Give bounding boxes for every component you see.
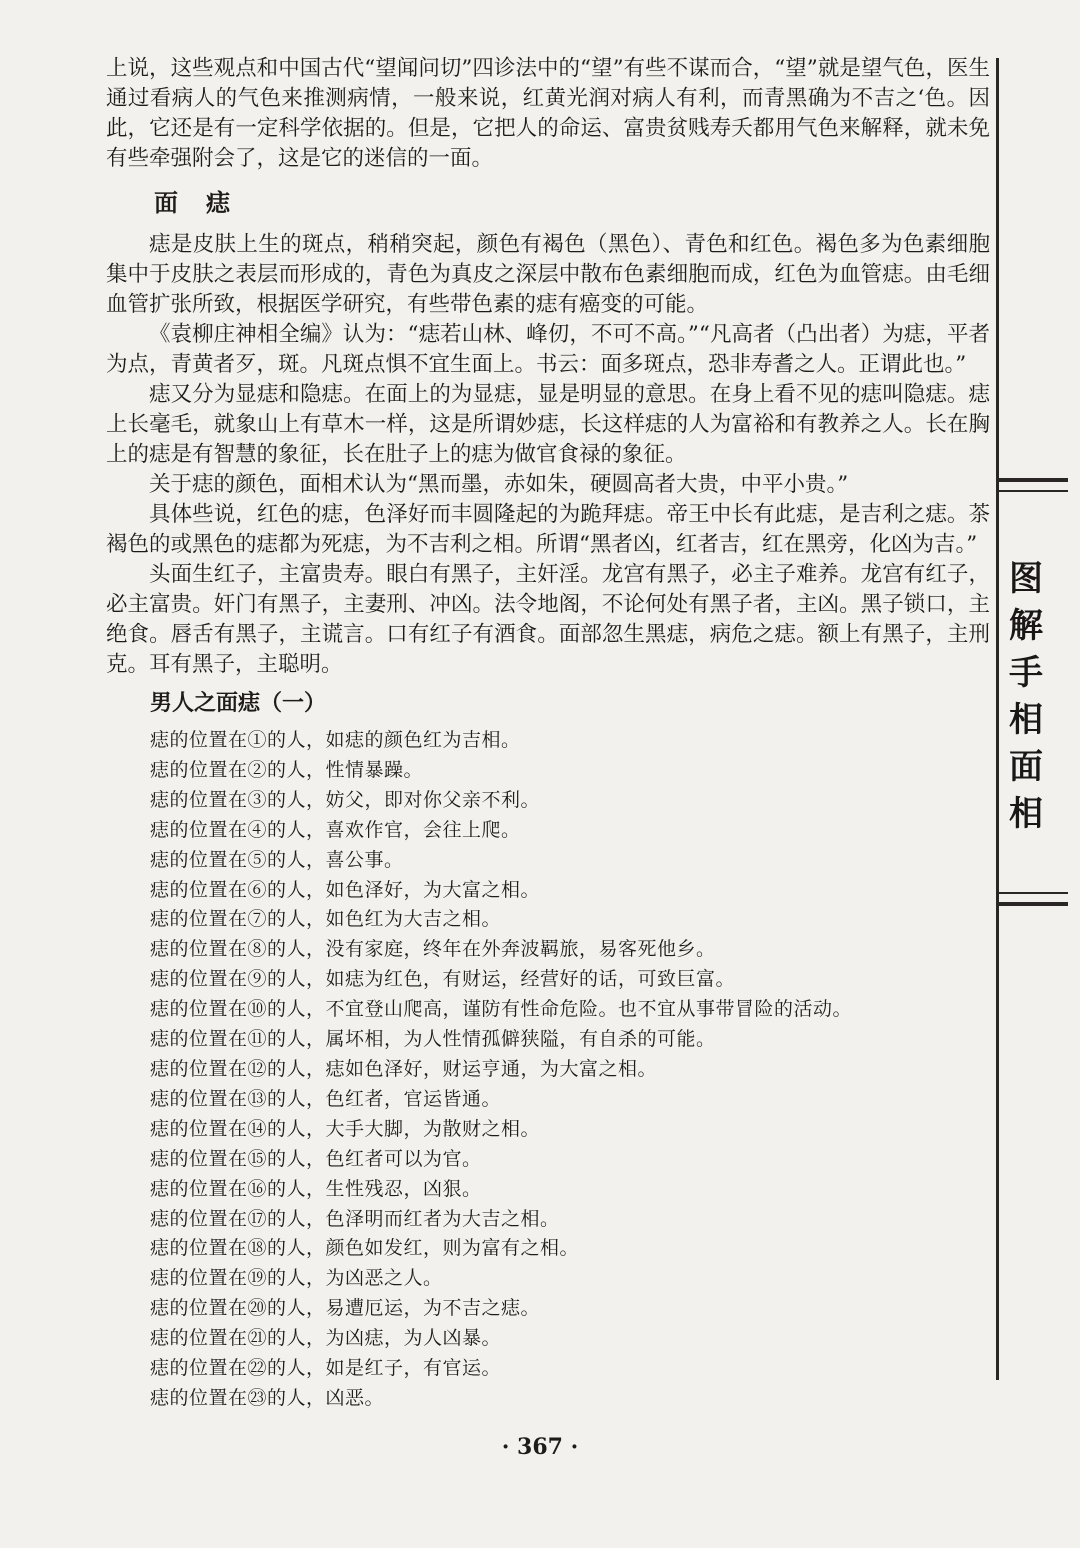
list-item: 痣的位置在⑫的人，痣如色泽好，财运亨通，为大富之相。 xyxy=(150,1057,658,1080)
list-item: 痣的位置在㉑的人，为凶痣，为人凶暴。 xyxy=(150,1327,502,1350)
sidebar-title-char: 面 xyxy=(1009,747,1043,787)
sidebar-title-char: 相 xyxy=(1009,700,1043,740)
list-item: 痣的位置在⑪的人，属坏相，为人性情孤僻狭隘，有自杀的可能。 xyxy=(150,1028,716,1051)
subsection-title: 男人之面痣（一） xyxy=(150,691,327,716)
list-item: 痣的位置在⑱的人，颜色如发红，则为富有之相。 xyxy=(150,1237,580,1260)
intro-paragraph: 上说，这些观点和中国古代“望闻问切”四诊法中的“望”有些不谋而合，“望”就是望气色，医生通过看病人的气色来推测病情，一般来说，红黄光润对病人有利，而青黑确为不吉之‘色。因此，它还是有一定科学依据的。但是，它把人的命运、富贵贫贱寿夭都用气色来解释，就未免有些牵强附会了，这是它的迷信的一面。 xyxy=(106,56,990,171)
sidebar-title-char: 相 xyxy=(1009,794,1043,834)
sidebar-title-char: 解 xyxy=(1009,606,1043,646)
list-item: 痣的位置在③的人，妨父，即对你父亲不利。 xyxy=(150,788,541,811)
list-item: 痣的位置在①的人，如痣的颜色红为吉相。 xyxy=(150,729,521,751)
sidebar-bottom-rule-thin xyxy=(996,892,1068,894)
body-text xyxy=(106,54,990,1414)
list-item: 痣的位置在⑤的人，喜公事。 xyxy=(150,848,404,871)
paragraph-2: 《袁柳庄神相全编》认为：“痣若山林、峰仞，不可不高。”“凡高者（凸出者）为痣，平者为点，青黄者歹，斑。凡斑点惧不宜生面上。书云：面多斑点，恐非寿耆之人。正谓此也。” xyxy=(106,322,990,377)
list-item: 痣的位置在⑬的人，色红者，官运皆通。 xyxy=(150,1087,502,1110)
list-item: 痣的位置在㉓的人，凶恶。 xyxy=(150,1386,385,1409)
list-item: 痣的位置在㉒的人，如是红子，有官运。 xyxy=(150,1357,502,1380)
list-item: 痣的位置在⑲的人，为凶恶之人。 xyxy=(150,1267,443,1290)
list-item: 痣的位置在⑧的人，没有家庭，终年在外奔波羁旅，易客死他乡。 xyxy=(150,938,716,961)
list-item: 痣的位置在⑭的人，大手大脚，为散财之相。 xyxy=(150,1117,541,1140)
sidebar-title-char: 图 xyxy=(1009,559,1043,599)
mole-position-list xyxy=(150,726,990,1414)
sidebar-bottom-rule-thick xyxy=(996,902,1068,906)
sidebar-top-rule-thick xyxy=(996,478,1068,482)
list-item: 痣的位置在⑦的人，如色红为大吉之相。 xyxy=(150,908,502,931)
list-item: 痣的位置在⑩的人，不宜登山爬高，谨防有性命危险。也不宜从事带冒险的活动。 xyxy=(150,998,853,1021)
list-item: 痣的位置在⑥的人，如色泽好，为大富之相。 xyxy=(150,878,541,901)
paragraph-4: 关于痣的颜色，面相术认为“黑而墨，赤如朱，硬圆高者大贵，中平小贵。” xyxy=(149,472,849,497)
sidebar-top-rule-thin xyxy=(996,490,1068,492)
list-item: 痣的位置在⑮的人，色红者可以为官。 xyxy=(150,1147,482,1170)
vertical-rule xyxy=(996,58,999,1380)
list-item: 痣的位置在⑰的人，色泽明而红者为大吉之相。 xyxy=(150,1207,560,1230)
list-item: 痣的位置在⑯的人，生性残忍，凶狠。 xyxy=(150,1177,482,1200)
paragraph-3: 痣又分为显痣和隐痣。在面上的为显痣，显是明显的意思。在身上看不见的痣叫隐痣。痣上长毫毛，就象山上有草木一样，这是所谓妙痣，长这样痣的人为富裕和有教养之人。长在胸上的痣是有智慧的象征，长在肚子上的痣为做官食禄的象征。 xyxy=(106,382,990,467)
page-number: · 367 · xyxy=(501,1434,579,1460)
list-item: 痣的位置在⑳的人，易遭厄运，为不吉之痣。 xyxy=(150,1297,541,1320)
list-item: 痣的位置在⑨的人，如痣为红色，有财运，经营好的话，可致巨富。 xyxy=(150,968,736,991)
paragraph-5: 具体些说，红色的痣，色泽好而丰圆隆起的为跪拜痣。帝王中长有此痣，是吉利之痣。茶褐色的或黑色的痣都为死痣，为不吉利之相。所谓“黑者凶，红者吉，红在黑旁，化凶为吉。” xyxy=(106,502,990,557)
section-title: 面痣 xyxy=(154,189,258,217)
sidebar-book-title xyxy=(1003,556,1049,838)
list-item: 痣的位置在②的人，性情暴躁。 xyxy=(150,758,424,781)
paragraph-6: 头面生红子，主富贵寿。眼白有黑子，主奸淫。龙宫有黑子，必主子难养。龙宫有红子，必主富贵。奸门有黑子，主妻刑、冲凶。法令地阁，不论何处有黑子者，主凶。黑子锁口，主绝食。唇舌有黑子，主谎言。口有红子有酒食。面部忽生黑痣，病危之痣。额上有黑子，主刑克。耳有黑子，主聪明。 xyxy=(106,562,990,677)
list-item: 痣的位置在④的人，喜欢作官，会往上爬。 xyxy=(150,818,521,841)
sidebar-title-char: 手 xyxy=(1009,653,1043,693)
paragraph-1: 痣是皮肤上生的斑点，稍稍突起，颜色有褐色（黑色）、青色和红色。褐色多为色素细胞集中于皮肤之表层而形成的，青色为真皮之深层中散布色素细胞而成，红色为血管痣。由毛细血管扩张所致，根据医学研究，有些带色素的痣有癌变的可能。 xyxy=(106,232,990,317)
